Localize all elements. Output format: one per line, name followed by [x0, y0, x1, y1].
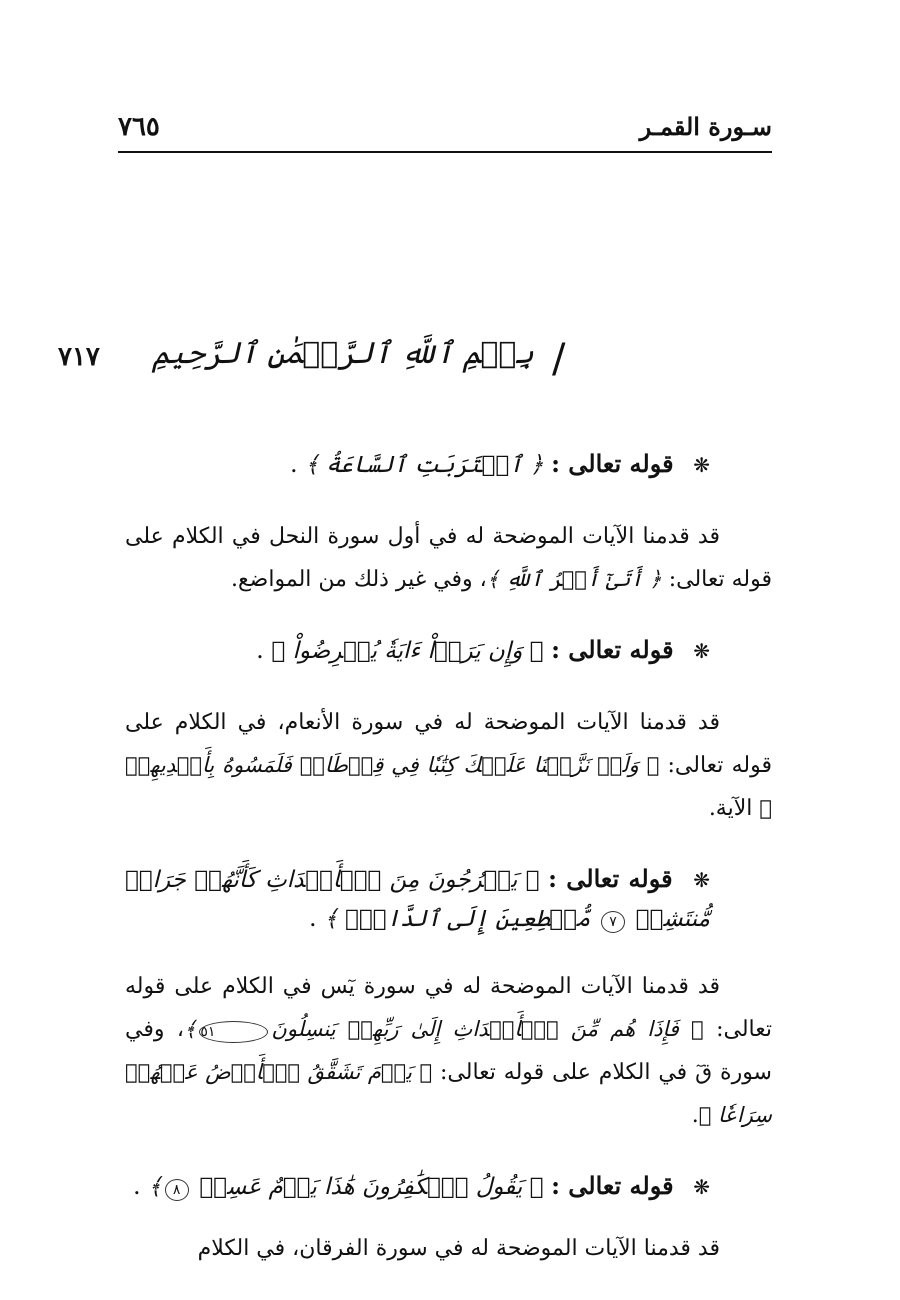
heading-label: قوله تعالى :	[551, 1171, 674, 1200]
heading-tail: .	[256, 636, 272, 664]
ayah-number-icon: ٨	[165, 1179, 189, 1201]
quran-verse: ﴿ يَقُولُ ٱلۡكَٰفِرُونَ هَٰذَا يَوۡمٌ عَسِرٞ	[199, 1174, 544, 1200]
verse-heading	[125, 860, 772, 938]
commentary-paragraph	[125, 516, 772, 601]
slash-mark: /	[552, 336, 566, 382]
quran-verse: ﴿ ٱقۡتَرَبَتِ ٱلسَّاعَةُ ﴾	[305, 452, 544, 478]
commentary-paragraph	[125, 1228, 772, 1270]
basmala-calligraphy: بِسۡمِ ٱللَّهِ ٱلرَّحۡمَٰنِ ٱلرَّحِيمِ	[152, 336, 534, 371]
para-text: ، وفي سورة قٓ في الكلام على قوله تعالى:	[125, 1017, 772, 1085]
para-text: قد قدمنا الآيات الموضحة له في سورة الأنعام، في الكلام على قوله تعالى:	[125, 710, 772, 778]
quran-verse: ﴿ وَإِن يَرَوۡاْ ءَايَةٗ يُعۡرِضُواْ ﴾	[271, 638, 544, 664]
page-number: ٧٦٥	[118, 112, 160, 142]
verse-heading	[125, 631, 772, 670]
quran-verse: ﴿ أَتَىٰٓ أَمۡرُ ٱللَّهِ ﴾	[486, 567, 662, 591]
asterisk-icon: ❋	[693, 639, 710, 663]
asterisk-icon: ❋	[693, 1175, 710, 1199]
heading-label: قوله تعالى :	[551, 449, 674, 478]
asterisk-icon: ❋	[693, 453, 710, 477]
heading-label: قوله تعالى :	[548, 864, 673, 893]
ayah-number-icon: ٧	[601, 911, 625, 933]
quran-verse: ﴿ فَإِذَا هُم مِّنَ ٱلۡأَجۡدَاثِ إِلَىٰ رَبِّهِمۡ يَنسِلُونَ	[271, 1017, 704, 1041]
verse-heading	[125, 1167, 772, 1206]
quran-verse: ﴿ يَوۡمَ تَشَقَّقُ ٱلۡأَرۡضُ عَنۡهُمۡ سِرَاعٗا ﴾	[125, 1060, 772, 1127]
verse-bracket: ﴾	[148, 1174, 162, 1200]
heading-tail: .	[132, 1172, 149, 1200]
verse-heading	[125, 445, 772, 484]
quran-verse: ﴿ يَخۡرُجُونَ مِنَ ٱلۡأَجۡدَاثِ كَأَنَّهُمۡ جَرَادٞ مُّنتَشِرٞ	[125, 867, 710, 932]
asterisk-icon: ❋	[693, 868, 710, 892]
commentary-paragraph	[125, 702, 772, 830]
commentary-body	[125, 445, 772, 1300]
ayah-number-icon: ٥١	[199, 1021, 268, 1043]
para-text: ، وفي غير ذلك من المواضع.	[230, 567, 487, 592]
para-text: الآية.	[708, 796, 760, 821]
surah-title: سـورة القمـر	[639, 112, 772, 141]
heading-label: قوله تعالى :	[551, 635, 674, 664]
heading-tail: .	[308, 904, 325, 932]
para-text: قد قدمنا الآيات الموضحة له في أول سورة النحل في الكلام على قوله تعالى:	[125, 524, 772, 592]
quran-verse: مُّهۡطِعِينَ إِلَى ٱلدَّاعِۖ ﴾	[324, 906, 591, 932]
para-text: .	[691, 1103, 699, 1128]
verse-bracket: ﴾	[184, 1017, 197, 1041]
quran-verse: ﴿ وَلَوۡ نَزَّلۡنَا عَلَيۡكَ كِتَٰبٗا فِي قِرۡطَاسٖ فَلَمَسُوهُ بِأَيۡدِيهِمۡ ﴾	[125, 753, 772, 820]
header-divider	[118, 151, 772, 153]
heading-tail: .	[289, 450, 306, 478]
margin-number: ٧١٧	[58, 342, 100, 372]
running-header	[118, 112, 772, 148]
para-text: قد قدمنا الآيات الموضحة له في سورة الفرقان، في الكلام	[197, 1236, 720, 1261]
para-text: قد قدمنا الآيات الموضحة له في سورة يٓس في الكلام على قوله تعالى:	[125, 974, 773, 1042]
commentary-paragraph	[125, 966, 772, 1137]
